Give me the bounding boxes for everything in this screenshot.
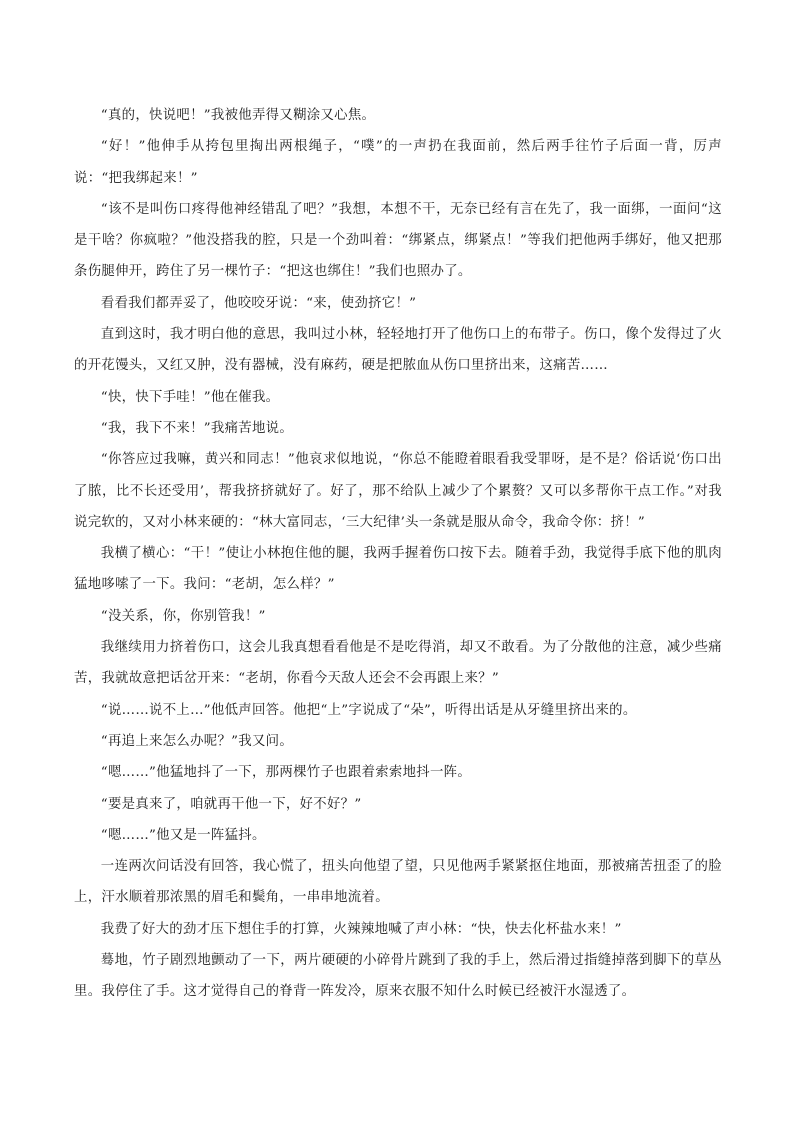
- paragraph: “我，我下不来！”我痛苦地说。: [100, 420, 294, 436]
- paragraph: “你答应过我嘛，黄兴和同志！”他哀求似地说，“你总不能瞪着眼看我受罪呀，是不是？俗话说‘伤口出了脓，比不长还受用’，帮我挤挤就好了。好了，那不给队上减少了个累赘？又可以多帮你干点工作。”对我说完软的，又对小林来硬的：“林大富同志，‘三大纪律’头一条就是服从命令，我命令你：挤！”: [74, 452, 722, 530]
- paragraph: “真的，快说吧！”我被他弄得又糊涂又心焦。: [100, 108, 376, 123]
- paragraph: 看看我们都弄妥了，他咬咬牙说：“来，使劲挤它！”: [100, 295, 417, 311]
- paragraph: “说……说不上…”他低声回答。他把“上”字说成了“朵”，听得出话是从牙缝里挤出来的。: [100, 702, 637, 718]
- paragraph: “没关系，你，你别管我！”: [100, 608, 266, 624]
- paragraph: 一连两次问话没有回答，我心慌了，扭头向他望了望，只见他两手紧紧抠住地面，那被痛苦扭歪了的脸上，汗水顺着那浓黑的眉毛和鬓角，一串串地流着。: [74, 859, 722, 906]
- paragraph: “再追上来怎么办呢？”我又问。: [100, 733, 294, 749]
- paragraph: “要是真来了，咱就再干他一下，好不好？”: [100, 796, 362, 812]
- paragraph: 直到这时，我才明白他的意思，我叫过小林，轻轻地打开了他伤口上的布带子。伤口，像个发得过了火的开花馒头，又红又肿，没有器械，没有麻药，硬是把脓血从伤口里挤出来，这痛苦……: [74, 327, 722, 374]
- paragraph: 我费了好大的劲才压下想住手的打算，火辣辣地喊了声小林：“快，快去化杯盐水来！”: [100, 921, 622, 937]
- story-text: [74, 100, 722, 1008]
- paragraph: “嗯……”他又是一阵猛抖。: [100, 827, 266, 843]
- paragraph: “嗯……”他猛地抖了一下，那两棵竹子也跟着索索地抖一阵。: [100, 765, 472, 781]
- paragraph: 我继续用力挤着伤口，这会儿我真想看看他是不是吃得消，却又不敢看。为了分散他的注意，减少些痛苦，我就故意把话岔开来：“老胡，你看今天敌人还会不会再跟上来？”: [74, 640, 722, 687]
- paragraph: “该不是叫伤口疼得他神经错乱了吧？”我想，本想不干，无奈已经有言在先了，我一面绑，一面问“这是干啥？你疯啦？”他没搭我的腔，只是一个劲叫着：“绑紧点，绑紧点！”等我们把他两手绑好，他又把那条伤腿伸开，跨住了另一棵竹子：“把这也绑住！”我们也照办了。: [74, 201, 722, 280]
- paragraph: 我横了横心：“干！”使让小林抱住他的腿，我两手握着伤口按下去。随着手劲，我觉得手底下他的肌肉猛地哆嗦了一下。我问：“老胡，怎么样？”: [74, 546, 722, 593]
- paragraph: “快，快下手哇！”他在催我。: [100, 389, 280, 405]
- paragraph: “好！”他伸手从挎包里掏出两根绳子，“噗”的一声扔在我面前，然后两手往竹子后面一背，厉声说：“把我绑起来！”: [74, 139, 722, 186]
- paragraph: 蓦地，竹子剧烈地颤动了一下，两片硬硬的小碎骨片跳到了我的手上，然后滑过指缝掉落到脚下的草丛里。我停住了手。这才觉得自己的脊背一阵发冷，原来衣服不知什么时候已经被汗水湿透了。: [74, 953, 722, 1000]
